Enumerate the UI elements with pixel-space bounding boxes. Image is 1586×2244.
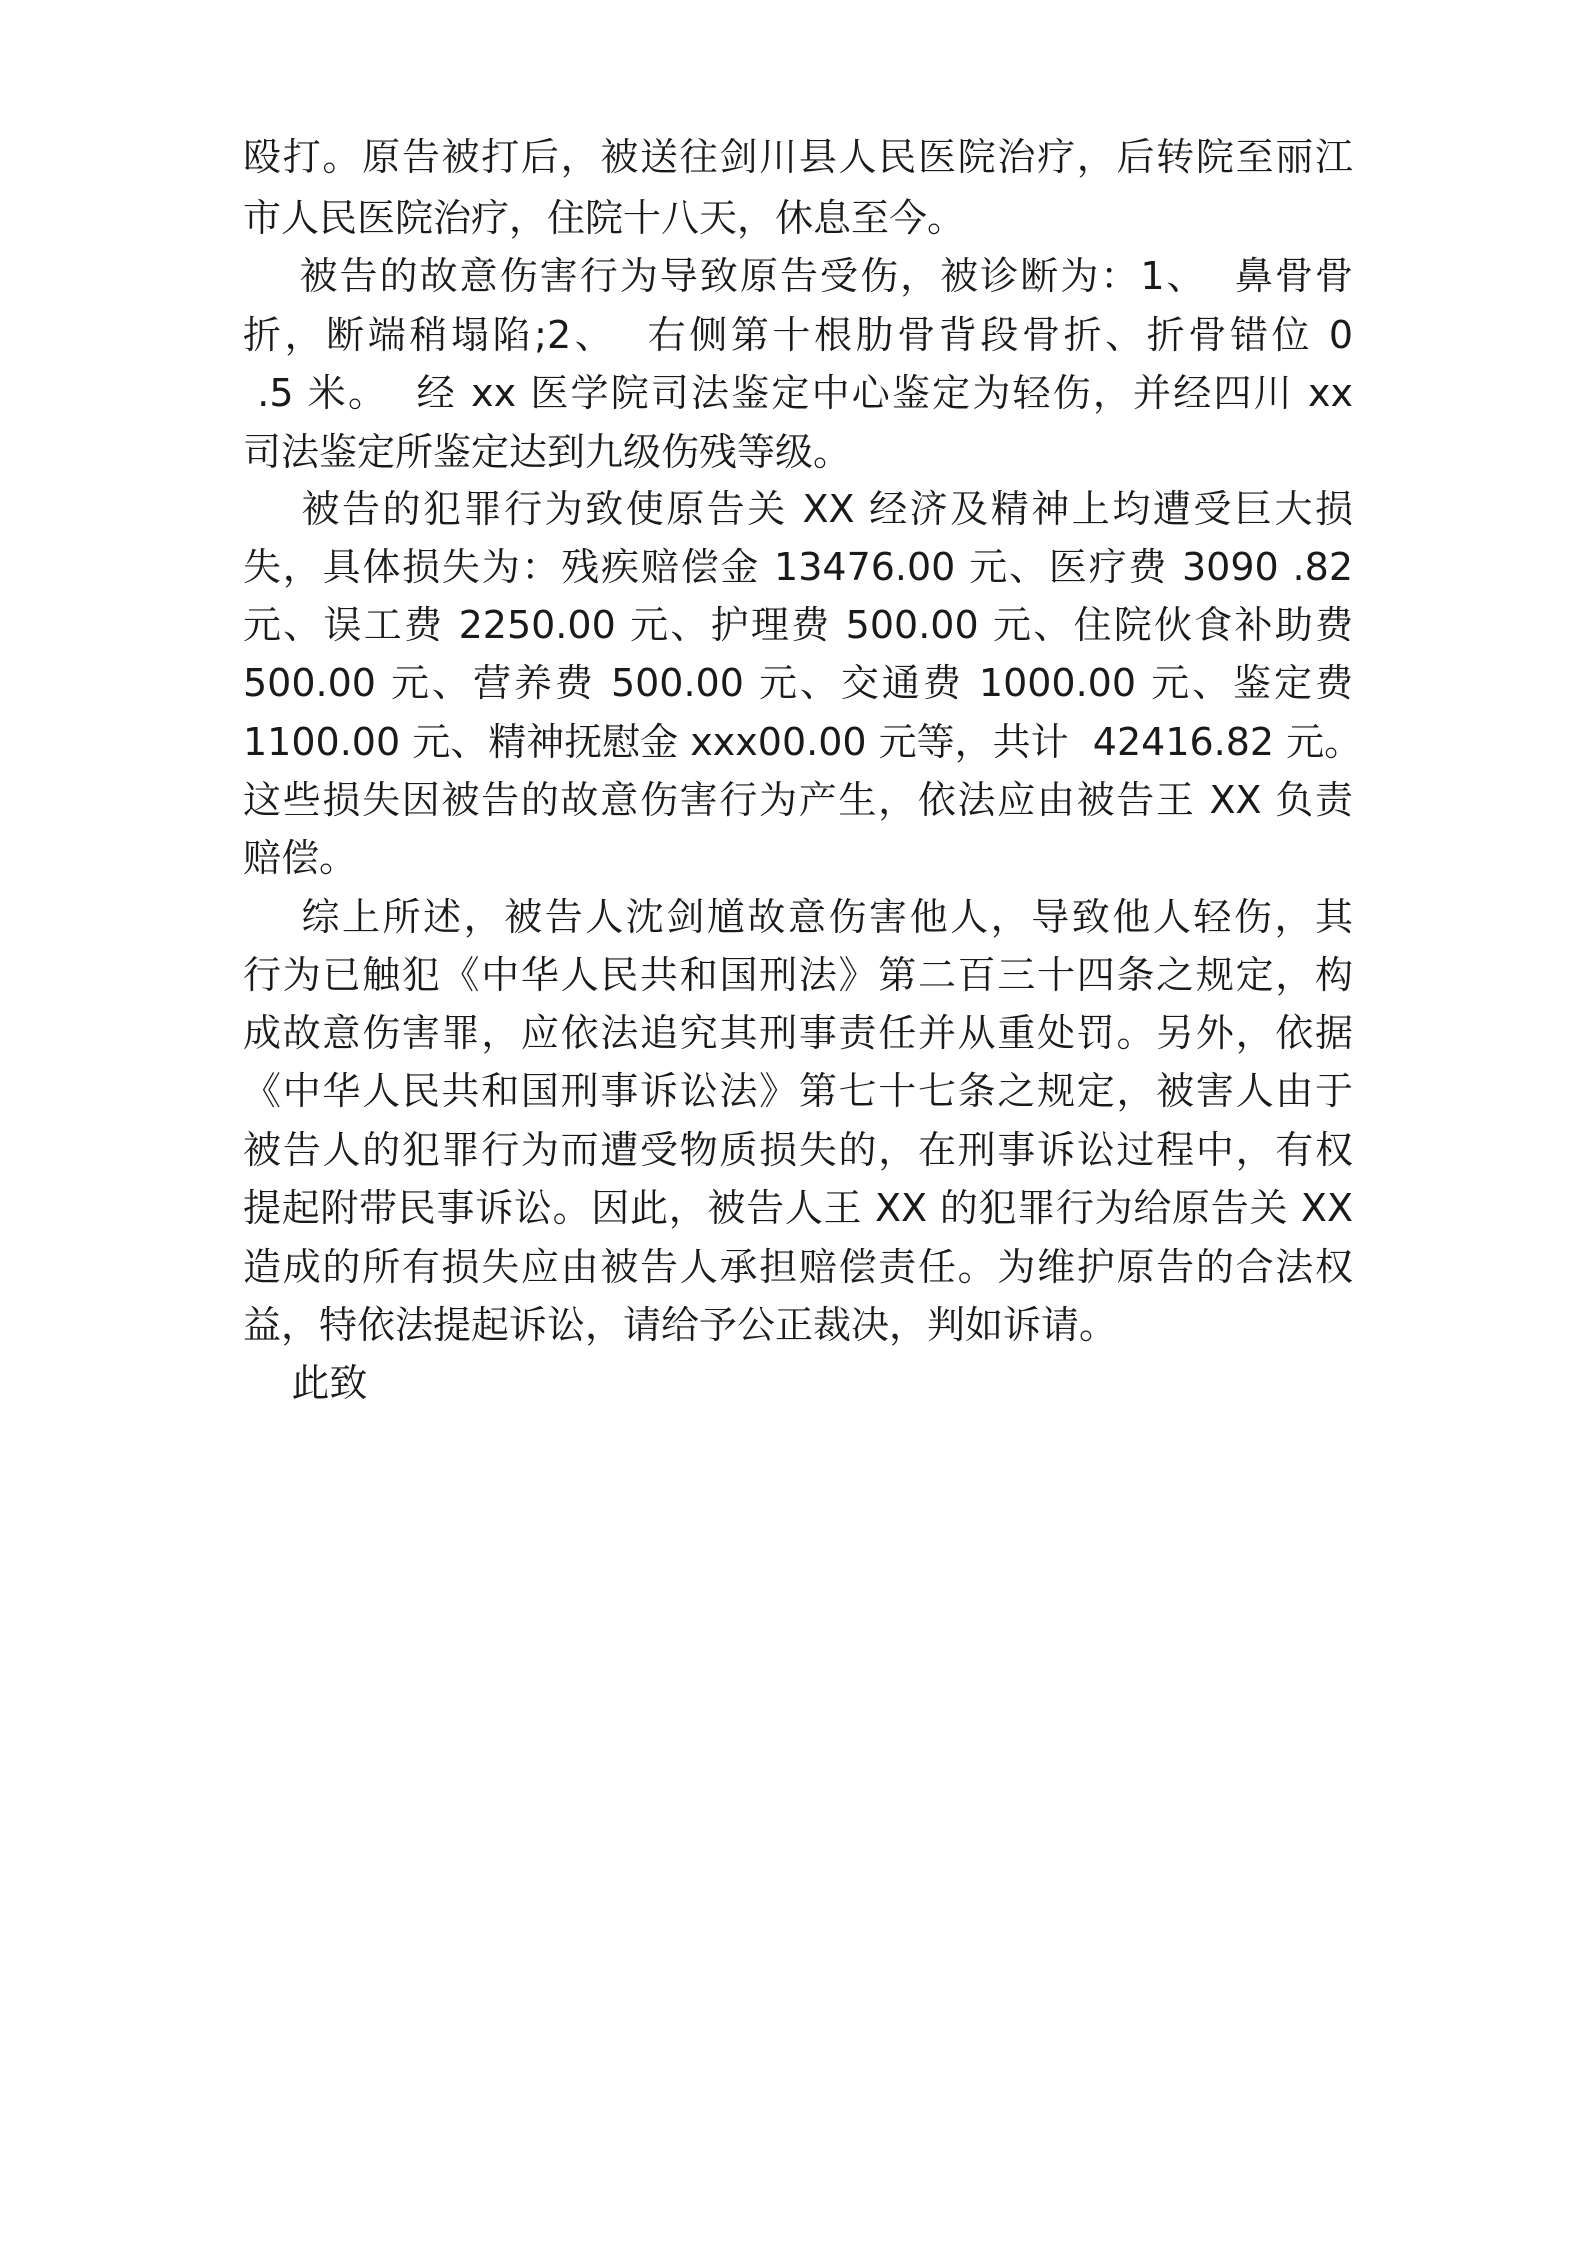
text-line: 被告的故意伤害行为导致原告受伤，被诊断为：1、 鼻骨骨: [243, 254, 1353, 298]
text-line: 失，具体损失为：残疾赔偿金 13476.00 元、医疗费 3090 .82: [243, 545, 1353, 589]
text-line: 行为已触犯《中华人民共和国刑法》第二百三十四条之规定，构: [243, 953, 1353, 997]
text-line: 这些损失因被告的故意伤害行为产生，依法应由被告王 XX 负责: [243, 778, 1353, 822]
text-line: 500.00 元、营养费 500.00 元、交通费 1000.00 元、鉴定费: [243, 661, 1353, 705]
text-line: 1100.00 元、精神抚慰金 xxx00.00 元等，共计 42416.82 元。: [243, 720, 1363, 764]
text-line: 益，特依法提起诉讼，请给予公正裁决，判如诉请。: [243, 1303, 1118, 1347]
text-line: 提起附带民事诉讼。因此，被告人王 XX 的犯罪行为给原告关 XX: [243, 1186, 1353, 1230]
text-line: 成故意伤害罪，应依法追究其刑事责任并从重处罚。另外，依据: [243, 1011, 1353, 1055]
text-line: 《中华人民共和国刑事诉讼法》第七十七条之规定，被害人由于: [243, 1069, 1353, 1113]
text-line: .5 米。 经 xx 医学院司法鉴定中心鉴定为轻伤，并经四川 xx: [243, 371, 1353, 415]
text-line: 被告的犯罪行为致使原告关 XX 经济及精神上均遭受巨大损: [243, 487, 1353, 531]
text-line: 市人民医院治疗，住院十八天，休息至今。: [243, 196, 966, 240]
text-line: 殴打。原告被打后，被送往剑川县人民医院治疗，后转院至丽江: [243, 135, 1353, 179]
text-line: 折，断端稍塌陷;2、 右侧第十根肋骨背段骨折、折骨错位 0: [243, 313, 1353, 357]
text-line: 造成的所有损失应由被告人承担赔偿责任。为维护原告的合法权: [243, 1245, 1353, 1289]
text-line: 元、误工费 2250.00 元、护理费 500.00 元、住院伙食补助费: [243, 603, 1353, 647]
closing-salutation: 此致: [243, 1361, 368, 1405]
text-line: 赔偿。: [243, 836, 358, 880]
text-line: 司法鉴定所鉴定达到九级伤残等级。: [243, 430, 852, 474]
text-line: 被告人的犯罪行为而遭受物质损失的，在刑事诉讼过程中，有权: [243, 1128, 1353, 1172]
text-line: 综上所述，被告人沈剑馗故意伤害他人，导致他人轻伤，其: [243, 895, 1353, 939]
